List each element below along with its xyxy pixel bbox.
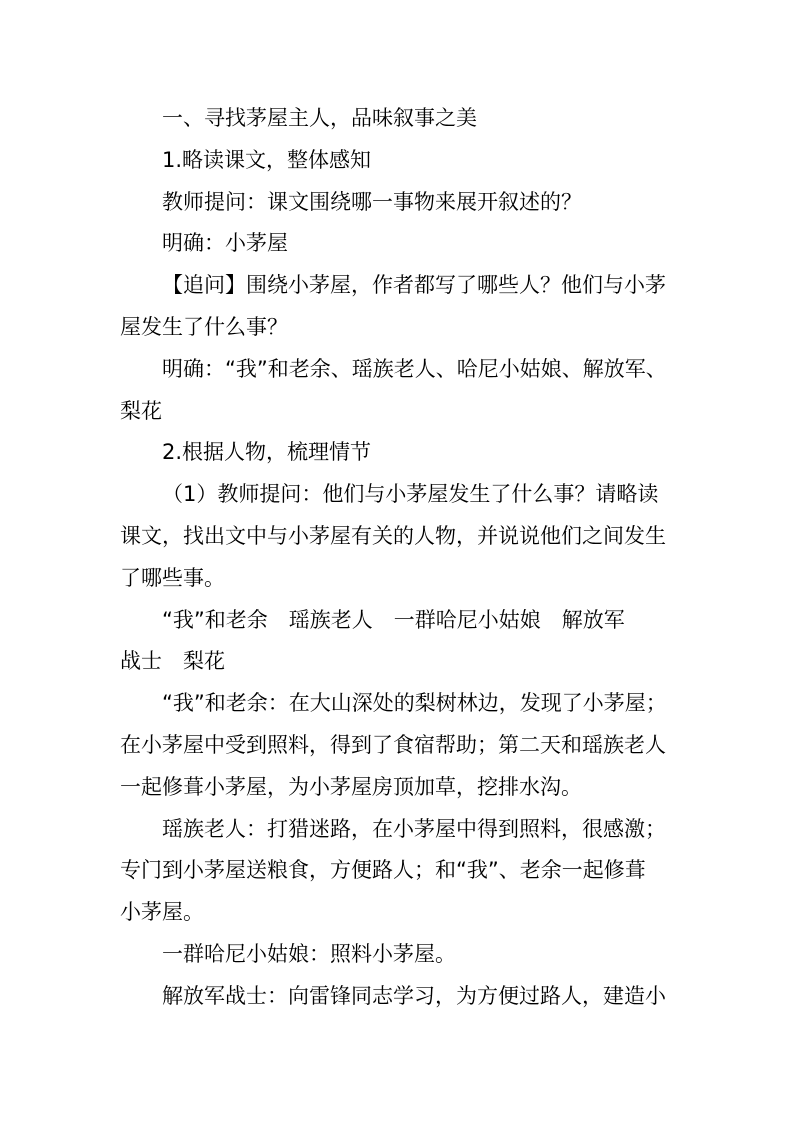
text-line: 一起修葺小茅屋，为小茅屋房顶加草，挖排水沟。: [120, 774, 582, 799]
text-line: 2.根据人物，梳理情节: [162, 440, 372, 465]
text-line: 一、寻找茅屋主人，品味叙事之美: [162, 106, 477, 130]
text-line: 了哪些事。: [120, 565, 225, 590]
text-line: 课文，找出文中与小茅屋有关的人物，并说说他们之间发生: [120, 524, 666, 548]
text-line: 屋发生了什么事？: [120, 315, 288, 339]
text-line: 小茅屋。: [120, 900, 204, 925]
text-line: 明确：小茅屋: [162, 231, 288, 256]
text-line: “我”和老余 瑶族老人 一群哈尼小姑娘 解放军: [162, 607, 625, 632]
text-line: （1）教师提问：他们与小茅屋发生了什么事？请略读: [162, 482, 659, 507]
text-line: 一群哈尼小姑娘：照料小茅屋。: [162, 942, 456, 966]
text-line: 【追问】围绕小茅屋，作者都写了哪些人？他们与小茅: [162, 273, 666, 298]
text-line: 教师提问：课文围绕哪一事物来展开叙述的？: [162, 189, 582, 214]
text-line: 1.略读课文，整体感知: [162, 147, 372, 172]
text-line: 梨花: [120, 398, 162, 423]
text-line: 瑶族老人：打猎迷路，在小茅屋中得到照料，很感激；: [162, 816, 666, 841]
text-line: “我”和老余：在大山深处的梨树林边，发现了小茅屋；: [162, 691, 667, 716]
text-line: 明确：“我”和老余、瑶族老人、哈尼小姑娘、解放军、: [162, 356, 667, 381]
text-line: 战士 梨花: [120, 649, 225, 674]
text-line: 专门到小茅屋送粮食，方便路人；和“我”、老余一起修葺: [120, 858, 646, 883]
text-line: 解放军战士：向雷锋同志学习，为方便过路人，建造小: [162, 983, 666, 1008]
text-line: 在小茅屋中受到照料，得到了食宿帮助；第二天和瑶族老人: [120, 733, 666, 757]
